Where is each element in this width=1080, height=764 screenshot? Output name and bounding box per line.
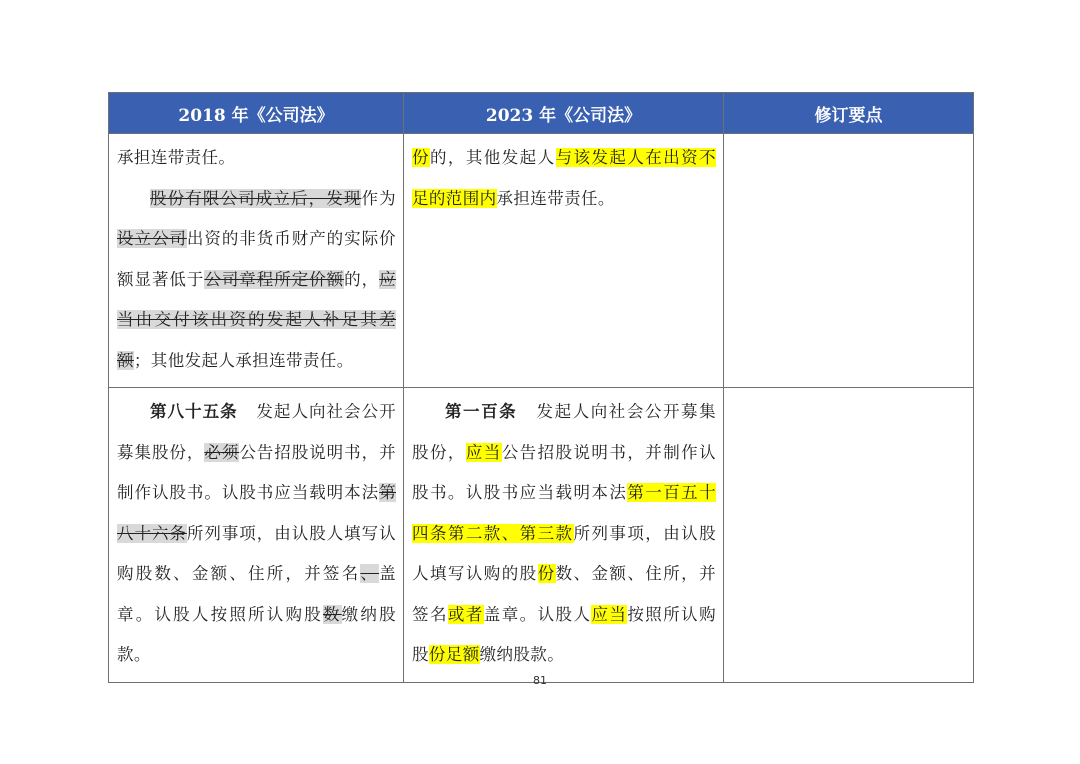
cell-revision-row1 [724, 134, 974, 388]
new-article-100: 第一百条 发起人向社会公开募集股份，应当公告招股说明书，并制作认股书。认股书应当载明本法第一百五十四条第二款、第三款所列事项，由认股人填写认购的股份数、金额、住所，并签名或者盖章。认股人应当按照所认购股份足额缴纳股款。 [412, 402, 717, 664]
deleted-text: 应当由交付该出资的发起人补足其差额 [117, 269, 396, 370]
table-header-row [109, 93, 974, 134]
comparison-table [108, 92, 974, 683]
cell-2023-row1 [404, 134, 724, 388]
deleted-text: 、 [360, 564, 380, 583]
deleted-text: 股份有限公司成立后，发现 [150, 188, 362, 208]
header-2018-law: 2018 年《公司法》 [109, 93, 404, 134]
highlighted-text: 应当 [591, 604, 628, 624]
header-2023-law: 2023 年《公司法》 [404, 93, 724, 134]
deleted-text: 设立公司 [117, 229, 187, 248]
header-revision-points: 修订要点 [724, 93, 974, 134]
deleted-text: 数 [322, 604, 342, 624]
highlighted-text: 第一百五十四条第二款、第三款 [412, 483, 716, 543]
highlighted-text: 应当 [465, 442, 502, 462]
highlighted-text: 份 [412, 148, 430, 167]
article-title: 第八十五条 [150, 402, 238, 421]
cell-2023-row2 [404, 388, 724, 683]
table-row [109, 134, 974, 388]
old-article-85: 第八十五条 发起人向社会公开募集股份，必须公告招股说明书，并制作认股书。认股书应当载明本法第八十六条所列事项，由认股人填写认购股数、金额、住所，并签名、盖章。认股人按照所认购股数缴纳股款。 [117, 402, 397, 664]
old-paragraph-2: 股份有限公司成立后，发现作为设立公司出资的非货币财产的实际价额显著低于公司章程所定价额的，应当由交付该出资的发起人补足其差额；其他发起人承担连带责任。 [117, 188, 396, 370]
highlighted-text: 份 [537, 564, 556, 583]
deleted-text: 公司章程所定价额 [204, 269, 345, 289]
article-title: 第一百条 [445, 402, 518, 421]
highlighted-text: 份足额 [428, 645, 480, 664]
deleted-text: 第八十六条 [117, 483, 396, 543]
deleted-text: 必须 [204, 442, 240, 462]
table-row [109, 388, 974, 683]
cell-2018-row1 [109, 134, 404, 388]
page-number: 81 [533, 674, 547, 687]
cell-2018-row2 [109, 388, 404, 683]
old-paragraph-1: 承担连带责任。 [117, 148, 236, 167]
cell-revision-row2 [724, 388, 974, 683]
highlighted-text: 与该发起人在出资不足的范围内 [412, 148, 716, 208]
highlighted-text: 或者 [447, 604, 484, 624]
new-paragraph: 份的，其他发起人与该发起人在出资不足的范围内承担连带责任。 [412, 148, 716, 208]
